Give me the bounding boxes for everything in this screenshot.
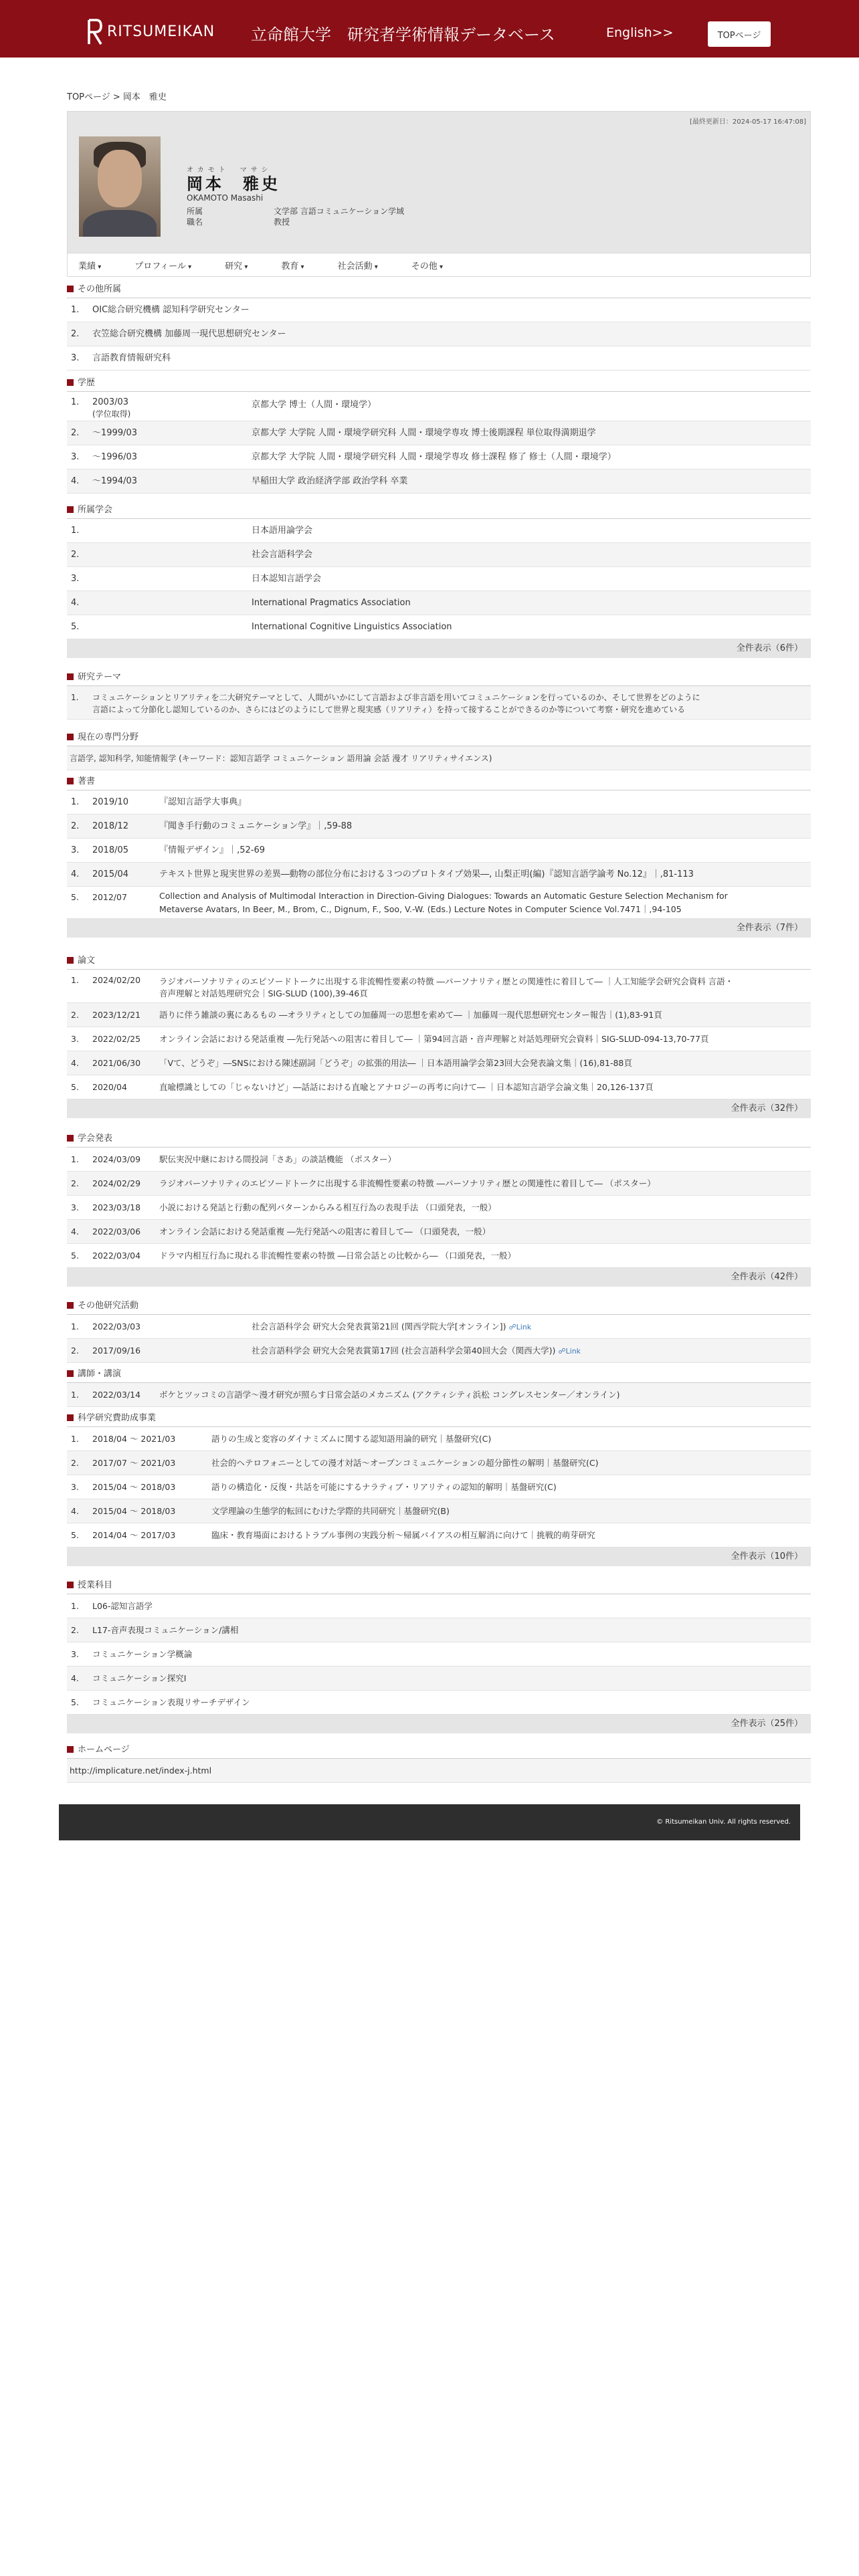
table-row: 3. 2015/04 ～ 2018/03 語りの構造化・反復・共話を可能にするナラティブ・リアリティの認知的解明｜基盤研究(C) (67, 1475, 811, 1499)
homepage-link[interactable]: http://implicature.net/index-j.html (67, 1759, 811, 1783)
top-page-button[interactable]: TOPページ (708, 21, 771, 47)
section-title: 授業科目 (67, 1577, 811, 1594)
tab-social[interactable]: 社会活動 ▾ (338, 259, 378, 272)
breadcrumb[interactable]: TOPページ > 岡本 雅史 (67, 92, 167, 102)
section-specialty (67, 729, 811, 770)
table-row: 3. 2023/03/18 小説における発話と行動の配列パターンからみる相互行為の表現手法 （口頭発表，一般） (67, 1196, 811, 1220)
table-row: 5. 2014/04 ～ 2017/03 臨床・教育場面におけるトラブル事例の実践分析〜帰属バイアスの相互解消に向けて｜挑戦的萌芽研究 (67, 1523, 811, 1547)
position-label: 職名 (187, 217, 203, 227)
researcher-name: 岡本 雅史 (187, 175, 280, 193)
table-row: 2. 2023/12/21 語りに伴う雑談の裏にあるもの ―オラリティとしての加藤周一の思想を索めて― ｜加藤周一現代思想研究センター報告｜(1),83-91頁 (67, 1003, 811, 1027)
section-title: 著書 (67, 773, 811, 790)
show-all-kaken[interactable]: 全件表示（10件） (67, 1547, 811, 1566)
section-societies (67, 502, 811, 658)
list-item: 2. 社会言語科学会 (67, 543, 811, 567)
section-other-activities (67, 1297, 811, 1363)
table-row: 3. 2022/02/25 オンライン会話における発話重複 ―先行発話への阻害に着目して― ｜第94回言語・音声理解と対話処理研究会資料｜SIG-SLUD-094-13,70-77頁 (67, 1027, 811, 1051)
section-title: その他所属 (67, 281, 811, 298)
section-title: 講師・講演 (67, 1366, 811, 1383)
last-updated: [最終更新日：2024-05-17 16:47:08] (689, 118, 806, 126)
section-title: 所属学会 (67, 502, 811, 519)
table-row: 2. 2017/09/16 社会言語科学会 研究大会発表賞第17回 (社会言語科学会第40回大会（関西大学)) ☍Link (67, 1339, 811, 1363)
list-item: 2. 衣笠総合研究機構 加藤周一現代思想研究センター (67, 322, 811, 346)
table-row: 1. 2022/03/14 ボケとツッコミの言語学〜漫才研究が照らす日常会話のメカニズム (アクティシティ浜松 コングレスセンター／オンライン) (67, 1383, 811, 1407)
list (67, 298, 811, 370)
name-ruby: オカモト マサシ (187, 167, 272, 174)
table-row: 4. 2021/06/30 「Vて、どうぞ」―SNSにおける陳述副詞「どうぞ」の拡張的用法― ｜日本語用論学会第23回大会発表論文集｜(16),81-88頁 (67, 1051, 811, 1075)
table-row: 1. 2003/03 (学位取得) 京都大学 博士（人間・環境学） (67, 392, 811, 421)
profile-card (67, 111, 811, 277)
affiliation-label: 所属 (187, 207, 203, 216)
table-row: 3. ～1996/03 京都大学 大学院 人間・環境学研究科 人間・環境学専攻 修士課程 修了 修士（人間・環境学） (67, 445, 811, 469)
show-all-societies[interactable]: 全件表示（6件） (67, 639, 811, 658)
site-title[interactable]: 立命館大学 研究者学術情報データベース (251, 25, 555, 44)
list-item: 1. コミュニケーションとリアリティを二大研究テーマとして、人間がいかにして言語および非言語を用いてコミュニケーションを行っているのか、そして世界をどのように 言語によって分節化し認知しているのか、さらにはどのようにして世界と現実感（リアリティ）を持って接することができるのか等について考察・研究を進めている (67, 686, 811, 720)
section-title: その他研究活動 (67, 1297, 811, 1315)
table-row: 2. 2018/12 『聞き手行動のコミュニケーション学』｜,59-88 (67, 815, 811, 839)
researcher-photo (79, 136, 161, 237)
section-title: 現在の専門分野 (67, 729, 811, 746)
tab-achievements[interactable]: 業績 ▾ (78, 259, 101, 272)
section-title: 科学研究費助成事業 (67, 1410, 811, 1427)
external-link-icon[interactable]: ☍Link (558, 1347, 581, 1356)
table-row: 2. ～1999/03 京都大学 大学院 人間・環境学研究科 人間・環境学専攻 博士後期課程 単位取得満期退学 (67, 421, 811, 445)
table-row: 5. 2020/04 直喩標識としての「じゃないけど」―話話における直喩とアナロジーの再考に向けて― ｜日本認知言語学会論文集｜20,126-137頁 (67, 1075, 811, 1099)
logo-text: RITSUMEIKAN (107, 23, 215, 40)
show-all-books[interactable]: 全件表示（7件） (67, 919, 811, 938)
section-title: 学会発表 (67, 1130, 811, 1148)
tab-profile[interactable]: プロフィール ▾ (134, 259, 191, 272)
site-footer: © Ritsumeikan Univ. All rights reserved. (59, 1804, 800, 1840)
table-row: 1. 2022/03/03 社会言語科学会 研究大会発表賞第21回 (関西学院大学[オンライン]) ☍Link (67, 1315, 811, 1339)
table-row: 1. 2024/02/20 ラジオパーソナリティのエピソードトークに出現する非流暢性要素の特徴 ―パーソナリティ歴との関連性に着目して― ｜人工知能学会研究会資料 言語・ 音声理解と対話処理研究会｜SIG-SLUD (100),39-46頁 (67, 970, 811, 1003)
table-row: 2. 2024/02/29 ラジオパーソナリティのエピソードトークに出現する非流暢性要素の特徴 ―パーソナリティ歴との関連性に着目して― （ポスター） (67, 1172, 811, 1196)
section-kaken (67, 1410, 811, 1566)
table-row: 4. ～1994/03 早稲田大学 政治経済学部 政治学科 卒業 (67, 469, 811, 494)
section-title: 論文 (67, 952, 811, 970)
tab-education[interactable]: 教育 ▾ (281, 259, 304, 272)
list-item: 1. 日本語用論学会 (67, 519, 811, 543)
section-title: 学歴 (67, 374, 811, 392)
section-books (67, 773, 811, 938)
table-row: 4. 2022/03/06 オンライン会話における発話重複 ―先行発話への阻害に着目して― （口頭発表，一般） (67, 1220, 811, 1244)
section-courses (67, 1577, 811, 1733)
table-row: 1. 2019/10 『認知言語学大事典』 (67, 790, 811, 815)
list-item: 1. L06-認知言語学 (67, 1594, 811, 1618)
list-item: 2. L17-音声表現コミュニケーション/講相 (67, 1618, 811, 1642)
tab-research[interactable]: 研究 ▾ (225, 259, 248, 272)
logo-r-icon (87, 19, 103, 44)
site-header (0, 0, 859, 58)
table-row: 5. 2022/03/04 ドラマ内相互行為に現れる非流暢性要素の特徴 ―日常会話との比較から― （口頭発表，一般） (67, 1244, 811, 1268)
affiliation-value: 文学部 言語コミュニケーション学域 (274, 207, 405, 216)
researcher-name-en: OKAMOTO Masashi (187, 193, 264, 203)
section-title: 研究テーマ (67, 669, 811, 686)
list-item: 4. コミュニケーション探究I (67, 1667, 811, 1691)
section-presentations (67, 1130, 811, 1287)
table-row: 2. 2017/07 ～ 2021/03 社会的ヘテロフォニーとしての漫才対話〜オープンコミュニケーションの超分節性の解明｜基盤研究(C) (67, 1451, 811, 1475)
section-papers (67, 952, 811, 1118)
list-item: 5. コミュニケーション表現リサーチデザイン (67, 1691, 811, 1715)
show-all-courses[interactable]: 全件表示（25件） (67, 1715, 811, 1733)
table-row: 1. 2024/03/09 駅伝実況中継における間投詞「さあ」の談話機能 （ポスター） (67, 1148, 811, 1172)
ritsumeikan-logo[interactable] (87, 19, 215, 44)
profile-tabs (67, 253, 811, 277)
position-value: 教授 (274, 217, 290, 227)
list-item: 3. 言語教育情報研究科 (67, 346, 811, 370)
show-all-papers[interactable]: 全件表示（32件） (67, 1099, 811, 1118)
table-row: 5. 2012/07 Collection and Analysis of Multimodal Interaction in Direction-Giving Dialogues: Towards an Automatic Gesture Selection Mechanism for Metaverse Avatars, In Beer, M., Brom, C., Dignum, F., Soo, V.-W. (Eds.) Lecture Notes in Computer Science Vol.7471｜,94-105 (67, 887, 811, 919)
section-research-theme (67, 669, 811, 720)
table-row: 4. 2015/04 テキスト世界と現実世界の差異―動物の部位分布における３つのプロトタイプ効果―, 山梨正明(編)『認知言語学論考 No.12』｜,81-113 (67, 863, 811, 887)
table-row: 4. 2015/04 ～ 2018/03 文学理論の生態学的転回にむけた学際的共同研究｜基盤研究(B) (67, 1499, 811, 1523)
tab-other[interactable]: その他 ▾ (411, 259, 443, 272)
section-education (67, 374, 811, 494)
section-lectures (67, 1366, 811, 1407)
show-all-presentations[interactable]: 全件表示（42件） (67, 1268, 811, 1287)
english-link[interactable]: English>> (606, 25, 674, 40)
list-item: 1. OIC総合研究機構 認知科学研究センター (67, 298, 811, 322)
specialty-text: 言語学, 認知科学, 知能情報学 (キーワード：認知言語学 コミュニケーション 語用論 会話 漫才 リアリティサイエンス) (67, 746, 811, 770)
table-row: 1. 2018/04 ～ 2021/03 語りの生成と変容のダイナミズムに関する認知語用論的研究｜基盤研究(C) (67, 1427, 811, 1451)
section-title: ホームページ (67, 1741, 811, 1759)
section-homepage (67, 1741, 811, 1783)
list-item: 4. International Pragmatics Association (67, 591, 811, 615)
list-item: 3. コミュニケーション学概論 (67, 1642, 811, 1667)
list-item: 5. International Cognitive Linguistics Association (67, 615, 811, 639)
external-link-icon[interactable]: ☍Link (508, 1323, 532, 1331)
table-row: 3. 2018/05 『情報デザイン』｜,52-69 (67, 839, 811, 863)
section-other-affiliations (67, 281, 811, 370)
list-item: 3. 日本認知言語学会 (67, 567, 811, 591)
